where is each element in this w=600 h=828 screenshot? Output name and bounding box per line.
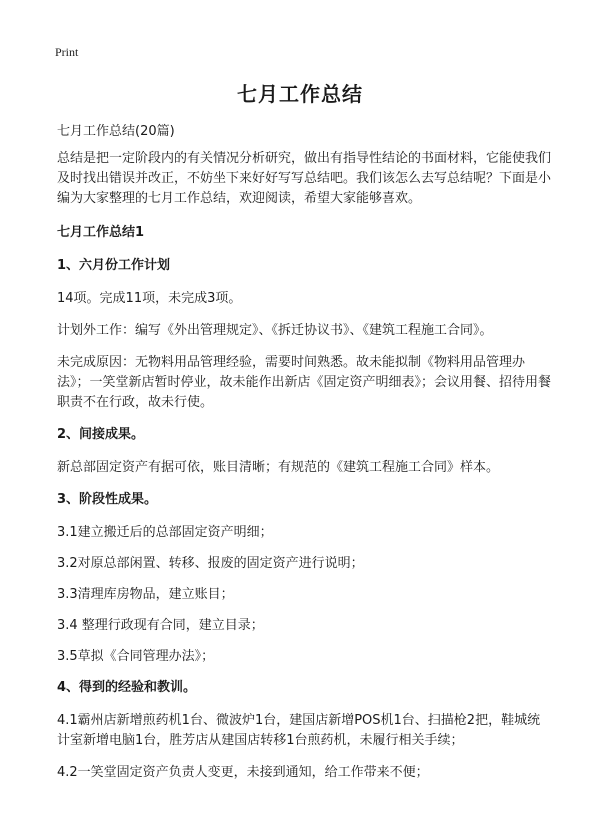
section-heading-1: 1、六月份工作计划 (57, 258, 171, 273)
document-subtitle: 七月工作总结(20篇) (57, 124, 175, 139)
section2-paragraph-1: 新总部固定资产有据可依，账目清晰；有规范的《建筑工程施工合同》样本。 (57, 460, 500, 475)
section1-paragraph-2: 计划外工作：编写《外出管理规定》、《拆迁协议书》、《建筑工程施工合同》。 (57, 323, 493, 338)
section-heading-4: 4、得到的经验和教训。 (57, 680, 197, 695)
section3-item: 3.4 整理行政现有合同，建立目录； (57, 618, 264, 633)
section3-item: 3.3清理库房物品，建立账目； (57, 587, 234, 602)
document-body (57, 122, 552, 795)
intro-paragraph: 总结是把一定阶段内的有关情况分析研究，做出有指导性结论的书面材料，它能使我们及时找出错误并改正，不妨坐下来好好写写总结吧。我们该怎么去写总结呢？下面是小编为大家整理的七月工作总结，欢迎阅读，希望大家能够喜欢。 (57, 151, 552, 206)
page-title: 七月工作总结 (237, 82, 363, 106)
section3-item: 3.2对原总部闲置、转移、报废的固定资产进行说明； (57, 556, 364, 571)
section1-paragraph-1: 14项。完成11项，未完成3项。 (57, 291, 242, 306)
section1-paragraph-3: 未完成原因：无物料用品管理经验，需要时间熟悉。故未能拟制《物料用品管理办法》；一笑堂新店暂时停业，故未能作出新店《固定资产明细表》；会议用餐、招待用餐职责不在行政，故未行使。 (57, 355, 552, 410)
section-heading-2: 2、间接成果。 (57, 427, 145, 442)
article-heading: 七月工作总结1 (57, 225, 145, 240)
section-heading-3: 3、阶段性成果。 (57, 492, 158, 507)
section4-item: 4.1霸州店新增煎药机1台、微波炉1台，建国店新增POS机1台、扫描枪2把，鞋城统计室新增电脑1台，胜芳店从建国店转移1台煎药机，未履行相关手续； (57, 713, 541, 748)
section3-item: 3.5草拟《合同管理办法》； (57, 649, 215, 664)
print-link[interactable]: Print (55, 45, 79, 59)
section3-item: 3.1建立搬迁后的总部固定资产明细； (57, 525, 273, 540)
section4-item: 4.2一笑堂固定资产负责人变更，未接到通知，给工作带来不便； (57, 765, 429, 780)
